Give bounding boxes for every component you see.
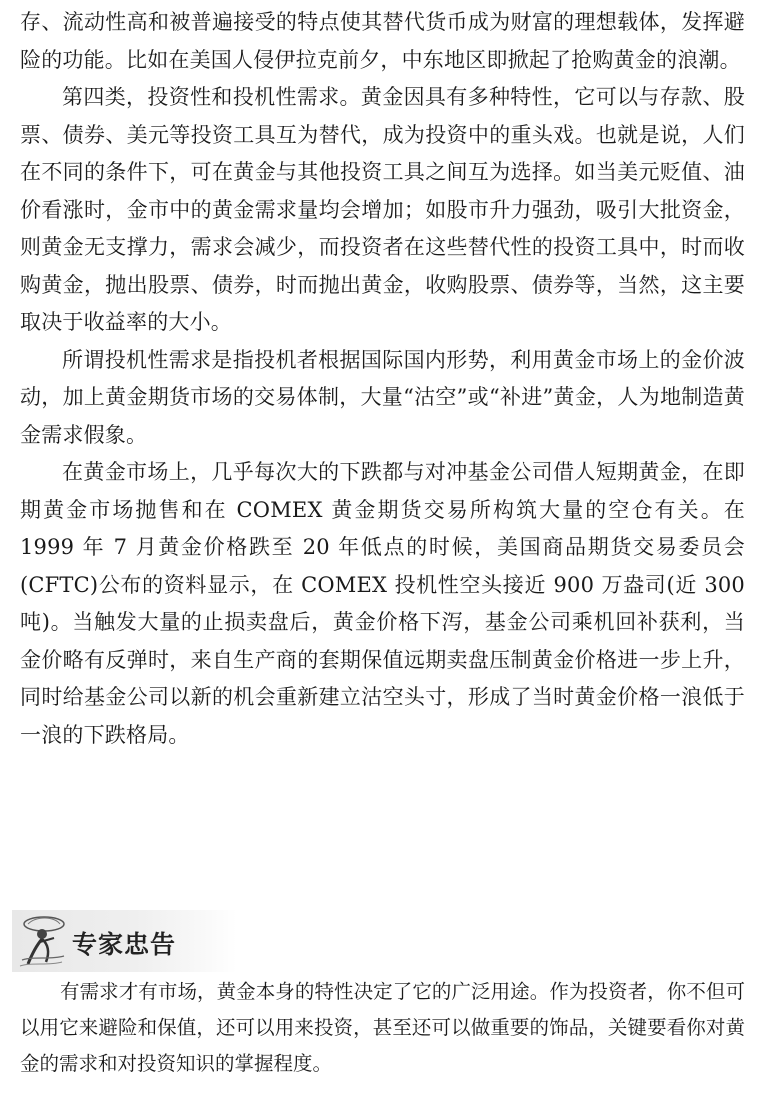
paragraph-continuation: 存、流动性高和被普遍接受的特点使其替代货币成为财富的理想载体，发挥避险的功能。比如在美国人侵伊拉克前夕，中东地区即掀起了抢购黄金的浪潮。 bbox=[20, 10, 745, 72]
expert-advice-paragraph: 有需求才有市场，黄金本身的特性决定了它的广泛用途。作为投资者，你不但可以用它来避险和保值，还可以用来投资，甚至还可以做重要的饰品，关键要看你对黄金的需求和对投资知识的掌握程度。 bbox=[20, 980, 745, 1075]
body-text bbox=[20, 4, 745, 754]
expert-advice-text bbox=[20, 974, 745, 1082]
expert-advice-banner bbox=[12, 910, 237, 972]
paragraph-speculative-demand: 所谓投机性需求是指投机者根据国际国内形势，利用黄金市场上的金价波动，加上黄金期货市场的交易体制，大量“沽空”或“补进”黄金，人为地制造黄金需求假象。 bbox=[20, 347, 745, 447]
paragraph-investment-demand: 第四类，投资性和投机性需求。黄金因具有多种特性，它可以与存款、股票、债券、美元等投资工具互为替代，成为投资中的重头戏。也就是说，人们在不同的条件下，可在黄金与其他投资工具之间互为选择。如当美元贬值、油价看涨时，金市中的黄金需求量均会增加；如股市升力强劲，吸引大批资金，则黄金无支撑力，需求会减少，而投资者在这些替代性的投资工具中，时而收购黄金，抛出股票、债券，时而抛出黄金，收购股票、债券等，当然，这主要取决于收益率的大小。 bbox=[20, 85, 745, 334]
expert-advice-title: 专家忠告 bbox=[72, 930, 177, 959]
expert-advice-icon bbox=[14, 912, 70, 970]
paragraph-market-decline: 在黄金市场上，几乎每次大的下跌都与对冲基金公司借人短期黄金，在即期黄金市场抛售和在 COMEX 黄金期货交易所构筑大量的空仓有关。在 1999 年 7 月黄金价格跌至 20 年低点的时候，美国商品期货交易委员会(CFTC)公布的资料显示，在 COMEX 投机性空头接近 900 万盎司(近 300 吨)。当触发大量的止损卖盘后，黄金价格下泻，基金公司乘机回补获利，当金价略有反弹时，来自生产商的套期保值远期卖盘压制黄金价格进一步上升，同时给基金公司以新的机会重新建立沽空头寸，形成了当时黄金价格一浪低于一浪的下跌格局。 bbox=[20, 460, 745, 747]
